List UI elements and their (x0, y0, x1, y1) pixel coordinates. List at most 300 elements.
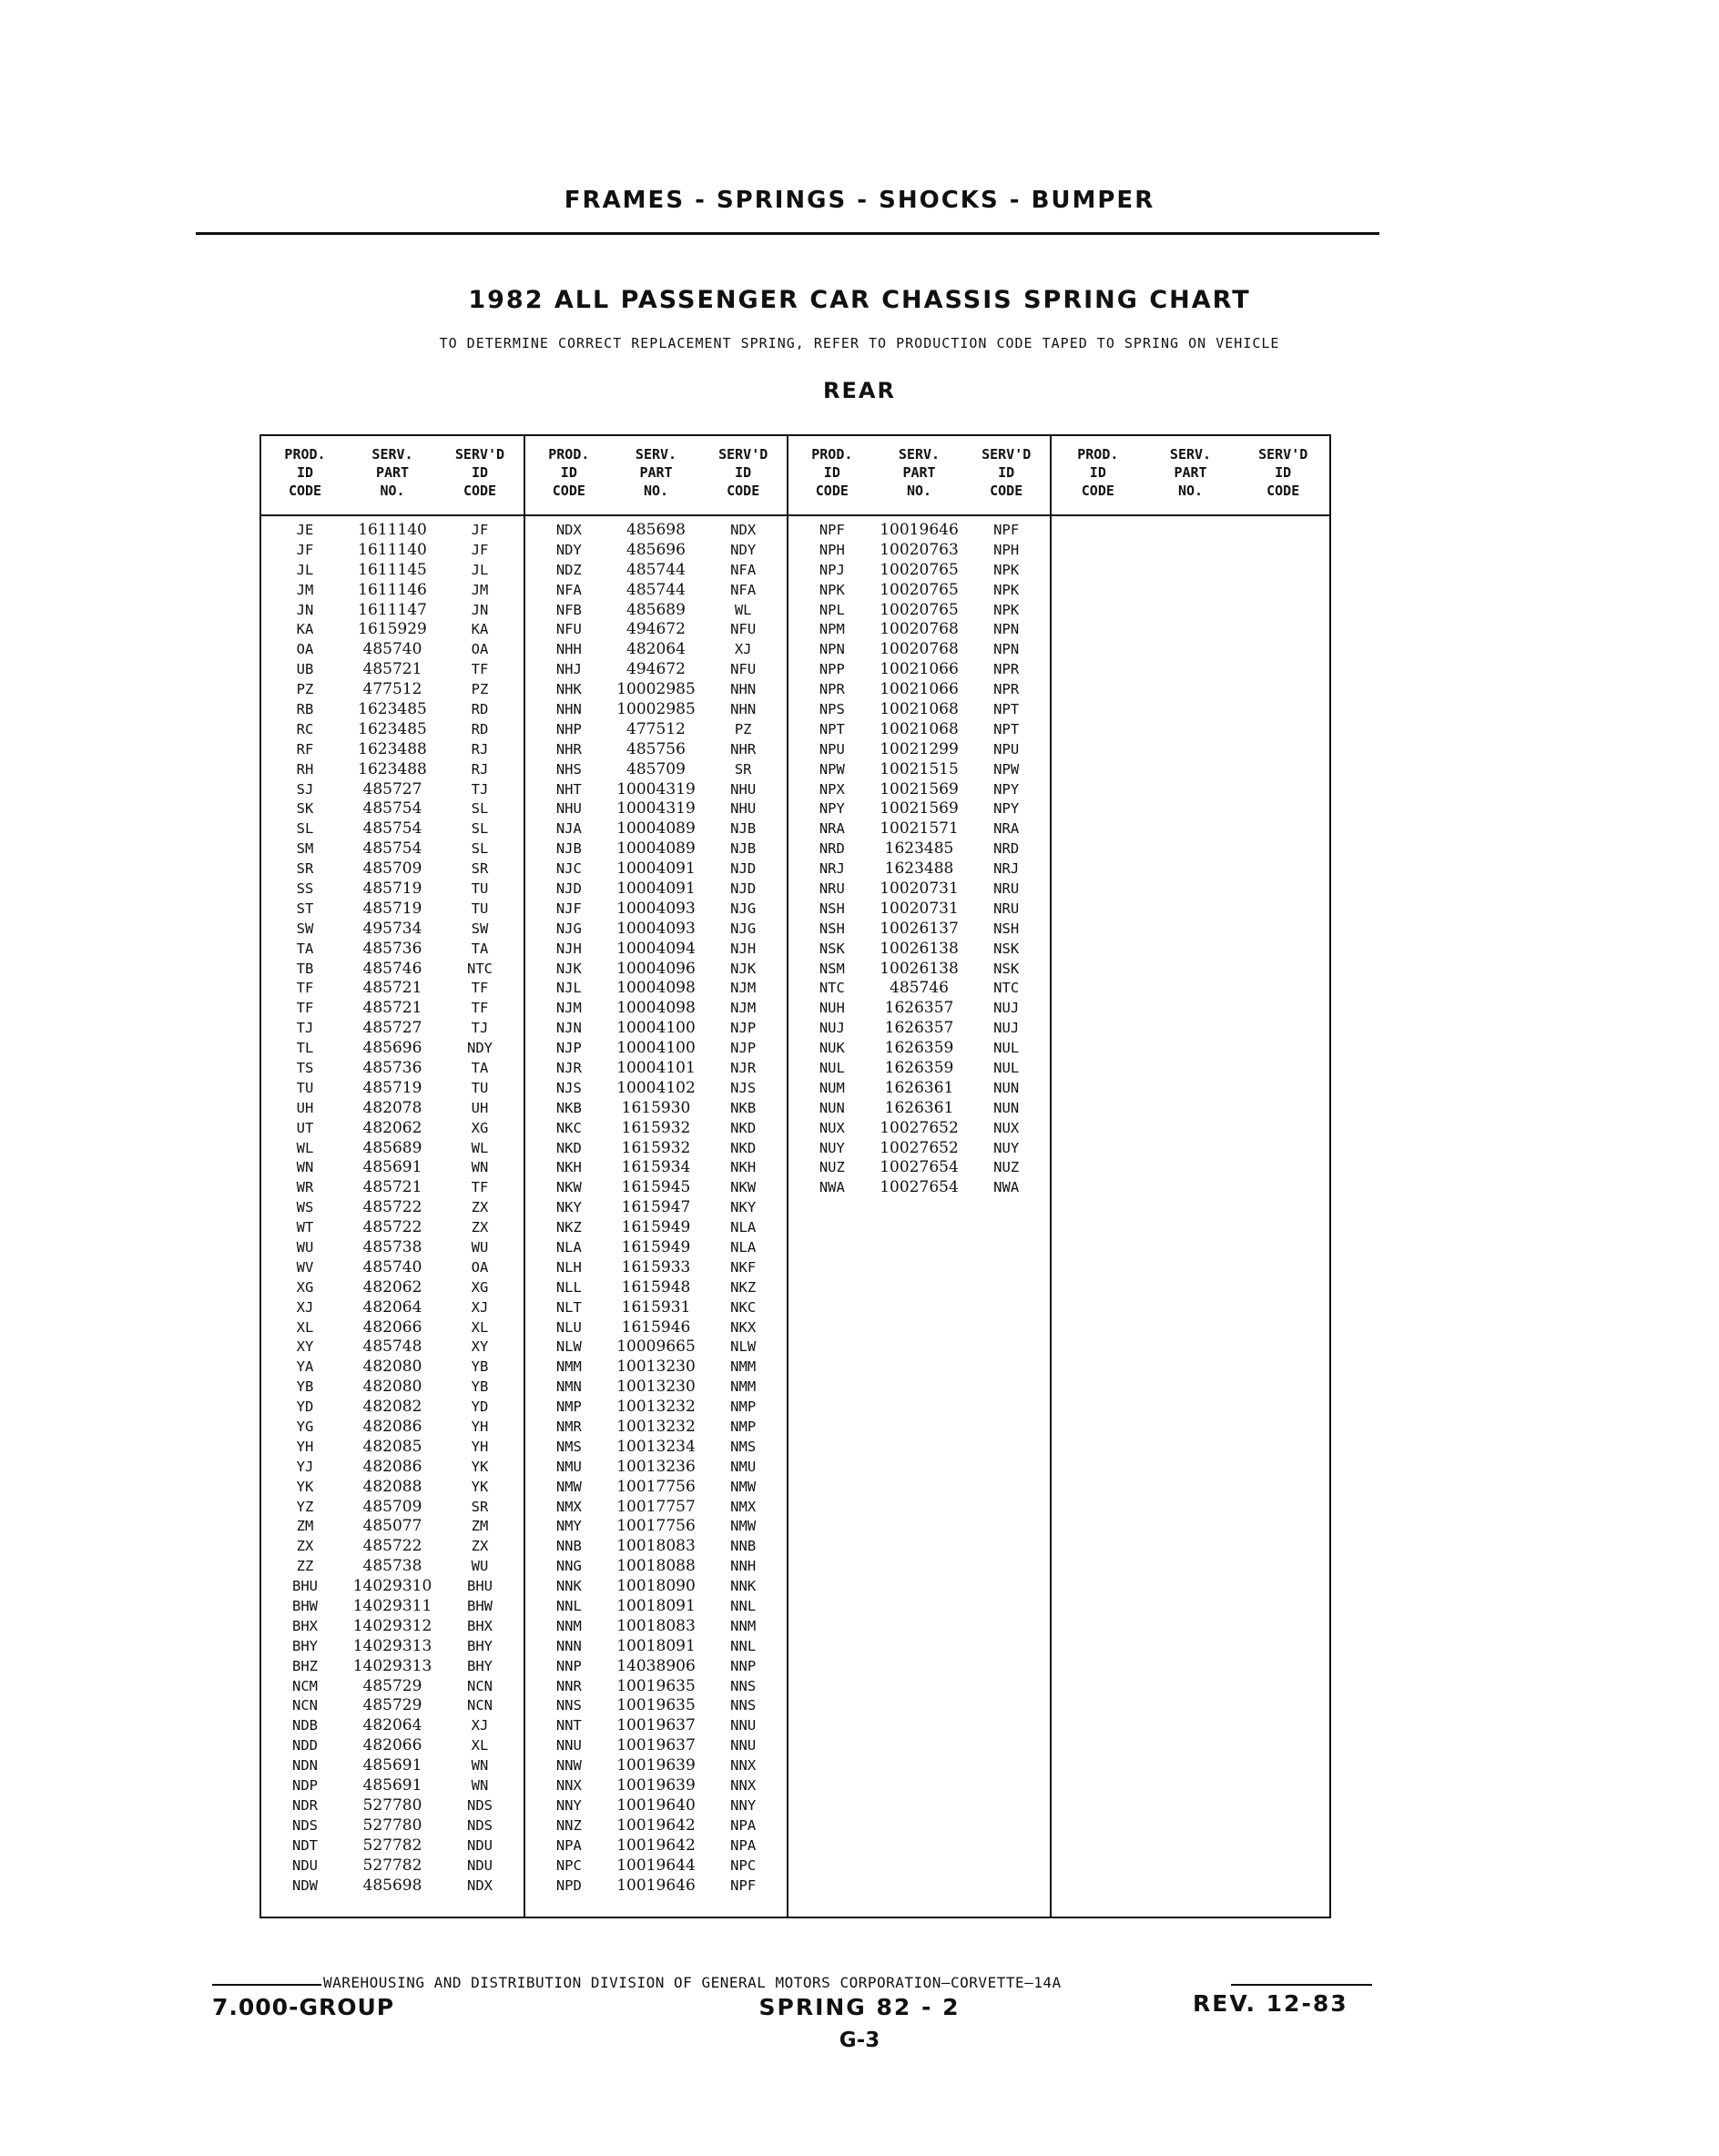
table-row (525, 1277, 787, 1297)
table-column-2 (524, 436, 787, 1917)
table-row (525, 1715, 787, 1735)
prod-id-code-cell: NSH (819, 900, 845, 917)
table-row (261, 1755, 524, 1775)
servd-id-code-cell: NNX (730, 1777, 757, 1795)
serv-part-no-cell: 527780 (362, 1795, 422, 1815)
serv-part-no-cell: 1611145 (358, 560, 427, 579)
servd-id-code-cell: NKB (730, 1099, 757, 1116)
servd-id-code-cell: NDU (467, 1856, 493, 1874)
servd-id-code-cell: SW (471, 920, 489, 937)
serv-part-no-cell: 1615930 (621, 1098, 691, 1117)
serv-part-no-cell: 485077 (362, 1517, 422, 1536)
prod-id-code-cell: NHT (555, 780, 582, 798)
servd-id-code-cell: NJB (730, 820, 757, 838)
prod-id-code-cell: NHN (555, 700, 582, 717)
prod-id-code-cell: YB (296, 1378, 314, 1396)
table-row (525, 1177, 787, 1197)
prod-id-code-cell: NUZ (819, 1159, 845, 1176)
table-row (261, 1337, 524, 1358)
servd-id-code-cell: NHN (730, 681, 757, 698)
table-row (261, 1596, 524, 1616)
servd-id-code-cell: NCN (467, 1697, 493, 1714)
prod-id-code-cell: NHH (555, 641, 582, 658)
table-row (261, 1177, 524, 1197)
table-row (261, 659, 524, 679)
servd-id-code-cell: UH (471, 1099, 489, 1116)
serv-part-no-cell: 1615947 (621, 1198, 691, 1217)
table-row (788, 1118, 1050, 1138)
servd-id-code-cell: NMU (730, 1458, 757, 1475)
table-row (261, 899, 524, 919)
table-row (788, 699, 1050, 719)
prod-id-code-cell: NMM (555, 1358, 582, 1376)
table-row (525, 819, 787, 839)
prod-id-code-cell: YJ (296, 1458, 314, 1475)
servd-id-code-cell: NPY (993, 800, 1020, 818)
column-rows (1052, 516, 1329, 520)
header-rule (196, 232, 1379, 235)
table-row (525, 1517, 787, 1537)
table-row (788, 719, 1050, 739)
table-row (261, 1317, 524, 1337)
table-row (788, 998, 1050, 1018)
serv-part-no-cell: 1615949 (621, 1238, 691, 1256)
servd-id-code-cell: NNL (730, 1598, 757, 1615)
table-row (788, 1018, 1050, 1038)
servd-id-code-cell: NUL (993, 1059, 1020, 1076)
prod-id-code-cell: WU (296, 1239, 314, 1256)
prod-id-code-cell: BHZ (292, 1657, 318, 1674)
serv-part-no-cell: 485719 (362, 1078, 422, 1097)
servd-id-code-cell: ZX (471, 1538, 489, 1555)
serv-part-no-cell: 1611146 (358, 580, 427, 599)
servd-id-code-cell: PZ (471, 681, 489, 698)
serv-part-no-cell: 10026137 (880, 919, 959, 938)
servd-id-code-cell: NFA (730, 581, 757, 598)
servd-id-code-cell: WL (471, 1139, 489, 1156)
servd-id-code-cell: SL (471, 840, 489, 858)
table-row (261, 1876, 524, 1896)
table-row (261, 520, 524, 540)
servd-id-code-cell: TJ (471, 1020, 489, 1037)
prod-id-code-cell: TF (296, 980, 314, 997)
servd-id-code-cell: YB (471, 1358, 489, 1376)
serv-part-no-cell: 1615932 (621, 1138, 691, 1157)
serv-part-no-cell: 485736 (362, 1058, 422, 1077)
table-row (788, 779, 1050, 799)
prod-id-code-cell: TA (296, 940, 314, 957)
serv-part-no-cell: 14029313 (352, 1636, 432, 1655)
prod-id-code-cell: NDD (292, 1737, 318, 1754)
serv-part-no-cell: 10027652 (880, 1138, 959, 1157)
servd-id-code-cell: YK (471, 1478, 489, 1495)
servd-id-code-cell: NDX (730, 521, 757, 538)
serv-part-no-cell: 482062 (362, 1277, 422, 1297)
table-row (525, 1596, 787, 1616)
prod-id-code-cell: WT (296, 1219, 314, 1236)
serv-part-no-cell: 10019637 (616, 1716, 696, 1735)
table-row (788, 1078, 1050, 1098)
serv-part-no-cell: 485744 (626, 580, 686, 599)
prod-id-code-cell: JM (296, 581, 314, 598)
servd-id-code-cell: NPN (993, 621, 1020, 638)
prod-id-code-cell: NFA (555, 581, 582, 598)
serv-part-no-cell: 1615934 (621, 1158, 691, 1177)
prod-id-code-cell: NJA (555, 820, 582, 838)
prod-id-code-cell: BHY (292, 1637, 318, 1654)
serv-part-no-cell: 1615932 (621, 1118, 691, 1137)
prod-id-code-cell: NKH (555, 1159, 582, 1176)
prod-id-code-cell: NDB (292, 1717, 318, 1734)
serv-part-no-cell: 10019646 (880, 520, 959, 539)
prod-id-code-cell: WV (296, 1258, 314, 1276)
serv-part-no-cell: 485740 (362, 640, 422, 659)
servd-id-code-cell: NPU (993, 740, 1020, 758)
serv-part-no-cell: 1615933 (621, 1257, 691, 1276)
serv-part-no-cell: 485754 (362, 839, 422, 859)
prod-id-code-cell: NJP (555, 1040, 582, 1057)
prod-id-code-cell: TL (296, 1040, 314, 1057)
prod-id-code-cell: NDT (292, 1836, 318, 1854)
table-row (525, 839, 787, 859)
servd-id-code-cell: TA (471, 1059, 489, 1076)
servd-id-code-cell: TF (471, 1000, 489, 1017)
table-row (525, 939, 787, 959)
table-row (525, 1397, 787, 1417)
serv-part-no-cell: 494672 (626, 660, 686, 679)
table-row (525, 1217, 787, 1237)
table-row (261, 759, 524, 779)
servd-id-code-cell: OA (471, 1258, 489, 1276)
servd-id-code-cell: ZX (471, 1219, 489, 1236)
table-row (261, 1277, 524, 1297)
prod-id-code-cell: SM (296, 840, 314, 858)
serv-part-no-cell: 14029313 (352, 1656, 432, 1675)
prod-id-code-cell: WR (296, 1179, 314, 1196)
table-column-3 (787, 436, 1050, 1917)
serv-part-no-cell: 485696 (626, 540, 686, 559)
serv-part-no-cell: 477512 (626, 719, 686, 738)
prod-id-code-cell: NMP (555, 1398, 582, 1416)
prod-id-code-cell: NSK (819, 940, 845, 957)
prod-id-code-cell: NMS (555, 1438, 582, 1455)
servd-id-code-cell: NMS (730, 1438, 757, 1455)
table-row (261, 1696, 524, 1716)
serv-part-no-cell: 482066 (362, 1317, 422, 1337)
serv-part-no-cell: 485689 (362, 1138, 422, 1157)
table-row (525, 1058, 787, 1078)
servd-id-code-cell: NSK (993, 960, 1020, 977)
prod-id-code-cell: NCN (292, 1697, 318, 1714)
table-row (525, 1616, 787, 1636)
serv-part-no-cell: 10021299 (880, 739, 959, 758)
serv-part-no-cell: 14029310 (352, 1577, 432, 1596)
table-row (525, 899, 787, 919)
serv-part-no-cell: 10013236 (616, 1457, 696, 1476)
serv-part-no-cell: 1615946 (621, 1317, 691, 1337)
prod-id-code-cell: BHX (292, 1617, 318, 1634)
table-row (261, 639, 524, 659)
prod-id-code-cell: TS (296, 1059, 314, 1076)
table-row (788, 1138, 1050, 1158)
prod-id-code-cell: TJ (296, 1020, 314, 1037)
table-row (788, 619, 1050, 639)
prod-id-code-cell: NHR (555, 740, 582, 758)
servd-id-code-cell: NHR (730, 740, 757, 758)
serv-part-no-cell: 485729 (362, 1676, 422, 1695)
prod-id-code-cell: JE (296, 521, 314, 538)
prod-id-code-cell: WS (296, 1199, 314, 1216)
table-row (525, 1038, 787, 1058)
table-row (261, 1018, 524, 1038)
serv-part-no-cell: 482082 (362, 1398, 422, 1417)
table-row (525, 1636, 787, 1656)
table-row (788, 819, 1050, 839)
serv-part-no-cell: 10020731 (880, 879, 959, 898)
prod-id-code-cell: ZX (296, 1538, 314, 1555)
serv-part-no-cell: 10004319 (616, 799, 696, 819)
servd-id-code-cell: NHU (730, 800, 757, 818)
table-row (788, 759, 1050, 779)
prod-id-code-cell: NHU (555, 800, 582, 818)
serv-part-no-cell: 1623485 (358, 719, 427, 738)
table-row (525, 998, 787, 1018)
table-row (261, 1795, 524, 1815)
table-row (788, 859, 1050, 879)
serv-part-no-cell: 1623485 (884, 839, 954, 859)
servd-id-code-cell: NLA (730, 1239, 757, 1256)
serv-part-no-cell: 1626359 (884, 1039, 954, 1058)
servd-id-code-cell: NDU (467, 1836, 493, 1854)
prod-id-code-cell: NPH (819, 541, 845, 558)
servd-id-code-cell: BHU (467, 1578, 493, 1595)
prod-id-code-cell: NDS (292, 1816, 318, 1834)
table-row (261, 1197, 524, 1217)
prod-id-code-cell: NJC (555, 860, 582, 878)
prod-id-code-cell: NLW (555, 1338, 582, 1356)
serv-part-no-cell: 10004096 (616, 959, 696, 978)
table-row (261, 540, 524, 560)
serv-part-no-cell: 527782 (362, 1856, 422, 1875)
table-row (788, 798, 1050, 819)
serv-part-no-cell: 10020765 (880, 580, 959, 599)
serv-part-no-cell: 485721 (362, 979, 422, 998)
serv-part-no-cell: 1615931 (621, 1297, 691, 1317)
table-row (261, 978, 524, 998)
servd-id-code-cell: NTC (467, 960, 493, 977)
table-row (261, 1517, 524, 1537)
table-row (525, 1536, 787, 1556)
servd-id-code-cell: NKH (730, 1159, 757, 1176)
table-row (788, 639, 1050, 659)
table-row (261, 939, 524, 959)
header-serv-part-no: SERV. PART NO. (371, 446, 413, 499)
serv-part-no-cell: 1615929 (358, 620, 427, 639)
prod-id-code-cell: NLL (555, 1278, 582, 1296)
servd-id-code-cell: NJP (730, 1020, 757, 1037)
serv-part-no-cell: 527780 (362, 1815, 422, 1835)
footer-rule-left (212, 1984, 321, 1986)
serv-part-no-cell: 10020763 (880, 540, 959, 559)
serv-part-no-cell: 485722 (362, 1198, 422, 1217)
servd-id-code-cell: NPH (993, 541, 1020, 558)
serv-part-no-cell: 10019644 (616, 1856, 696, 1875)
table-row (525, 619, 787, 639)
table-row (261, 600, 524, 620)
serv-part-no-cell: 485722 (362, 1537, 422, 1556)
serv-part-no-cell: 485754 (362, 819, 422, 839)
serv-part-no-cell: 10004100 (616, 1019, 696, 1038)
prod-id-code-cell: NNT (555, 1717, 582, 1734)
table-row (788, 1038, 1050, 1058)
prod-id-code-cell: NDZ (555, 561, 582, 578)
serv-part-no-cell: 482085 (362, 1437, 422, 1456)
serv-part-no-cell: 485709 (362, 1497, 422, 1516)
servd-id-code-cell: TF (471, 980, 489, 997)
servd-id-code-cell: RJ (471, 760, 489, 778)
servd-id-code-cell: NFU (730, 661, 757, 678)
serv-part-no-cell: 1611147 (358, 600, 427, 619)
serv-part-no-cell: 485746 (890, 979, 949, 998)
serv-part-no-cell: 485727 (362, 1019, 422, 1038)
table-row (788, 1158, 1050, 1178)
servd-id-code-cell: XG (471, 1119, 489, 1136)
header-servd-id-code: SERV'D ID CODE (454, 446, 505, 499)
prod-id-code-cell: TU (296, 1079, 314, 1096)
table-row (261, 1437, 524, 1457)
servd-id-code-cell: NKD (730, 1119, 757, 1136)
serv-part-no-cell: 10027654 (880, 1158, 959, 1177)
servd-id-code-cell: NUL (993, 1040, 1020, 1057)
prod-id-code-cell: NUJ (819, 1020, 845, 1037)
prod-id-code-cell: NDN (292, 1757, 318, 1775)
serv-part-no-cell: 10018091 (616, 1597, 696, 1616)
serv-part-no-cell: 482088 (362, 1477, 422, 1496)
servd-id-code-cell: RJ (471, 740, 489, 758)
column-header (788, 436, 1050, 516)
prod-id-code-cell: NLH (555, 1258, 582, 1276)
servd-id-code-cell: RD (471, 720, 489, 737)
serv-part-no-cell: 10004100 (616, 1039, 696, 1058)
servd-id-code-cell: JN (471, 601, 489, 618)
table-row (261, 699, 524, 719)
table-row (788, 939, 1050, 959)
table-row (525, 1317, 787, 1337)
table-row (261, 619, 524, 639)
prod-id-code-cell: RB (296, 700, 314, 717)
servd-id-code-cell: NPK (993, 561, 1020, 578)
servd-id-code-cell: SL (471, 800, 489, 818)
prod-id-code-cell: NKC (555, 1119, 582, 1136)
prod-id-code-cell: NJL (555, 980, 582, 997)
servd-id-code-cell: BHY (467, 1657, 493, 1674)
table-row (525, 1078, 787, 1098)
table-row (261, 819, 524, 839)
prod-id-code-cell: NPR (819, 681, 845, 698)
prod-id-code-cell: NJM (555, 1000, 582, 1017)
servd-id-code-cell: NMW (730, 1518, 757, 1535)
table-row (525, 919, 787, 939)
servd-id-code-cell: TU (471, 880, 489, 897)
table-row (525, 1755, 787, 1775)
table-row (261, 1536, 524, 1556)
prod-id-code-cell: RH (296, 760, 314, 778)
servd-id-code-cell: NJP (730, 1040, 757, 1057)
serv-part-no-cell: 10018090 (616, 1577, 696, 1596)
servd-id-code-cell: NKY (730, 1199, 757, 1216)
servd-id-code-cell: NFU (730, 621, 757, 638)
serv-part-no-cell: 482066 (362, 1736, 422, 1755)
table-row (788, 899, 1050, 919)
column-header (261, 436, 524, 516)
serv-part-no-cell: 10026138 (880, 959, 959, 978)
serv-part-no-cell: 485698 (362, 1876, 422, 1895)
prod-id-code-cell: NMY (555, 1518, 582, 1535)
servd-id-code-cell: NPN (993, 641, 1020, 658)
header-prod-id-code: PROD. ID CODE (548, 446, 590, 499)
header-servd-id-code: SERV'D ID CODE (982, 446, 1032, 499)
table-row (261, 1078, 524, 1098)
table-row (788, 978, 1050, 998)
table-row (525, 1337, 787, 1358)
table-row (525, 1735, 787, 1755)
prod-id-code-cell: SR (296, 860, 314, 878)
header-serv-part-no: SERV. PART NO. (635, 446, 677, 499)
servd-id-code-cell: NKZ (730, 1278, 757, 1296)
servd-id-code-cell: NDS (467, 1796, 493, 1814)
table-row (525, 1775, 787, 1795)
table-row (261, 859, 524, 879)
serv-part-no-cell: 485727 (362, 779, 422, 798)
serv-part-no-cell: 10004101 (616, 1058, 696, 1077)
header-servd-id-code: SERV'D ID CODE (1258, 446, 1308, 499)
servd-id-code-cell: SR (734, 760, 752, 778)
servd-id-code-cell: NUZ (993, 1159, 1020, 1176)
table-row (261, 798, 524, 819)
table-row (261, 1118, 524, 1138)
serv-part-no-cell: 10013232 (616, 1418, 696, 1437)
servd-id-code-cell: NMP (730, 1419, 757, 1436)
prod-id-code-cell: RC (296, 720, 314, 737)
prod-id-code-cell: ZZ (296, 1558, 314, 1575)
servd-id-code-cell: BHW (467, 1598, 493, 1615)
table-row (788, 520, 1050, 540)
serv-part-no-cell: 10004089 (616, 819, 696, 839)
table-row (261, 1138, 524, 1158)
servd-id-code-cell: NJD (730, 860, 757, 878)
serv-part-no-cell: 1626361 (884, 1098, 954, 1117)
prod-id-code-cell: NLT (555, 1298, 582, 1316)
table-row (788, 540, 1050, 560)
page-header-title: FRAMES - SPRINGS - SHOCKS - BUMPER (564, 187, 1155, 214)
table-row (261, 1257, 524, 1277)
servd-id-code-cell: TF (471, 661, 489, 678)
servd-id-code-cell: NPA (730, 1816, 757, 1834)
serv-part-no-cell: 1615949 (621, 1218, 691, 1237)
prod-id-code-cell: NTC (819, 980, 845, 997)
table-row (261, 1237, 524, 1257)
prod-id-code-cell: NJG (555, 920, 582, 937)
footer-spring-label: SPRING 82 - 2 (758, 1994, 961, 2020)
serv-part-no-cell: 10017757 (616, 1497, 696, 1516)
serv-part-no-cell: 10013234 (616, 1437, 696, 1456)
table-row (788, 580, 1050, 600)
table-row (261, 1477, 524, 1497)
prod-id-code-cell: KA (296, 621, 314, 638)
prod-id-code-cell: NFU (555, 621, 582, 638)
servd-id-code-cell: WN (471, 1777, 489, 1795)
prod-id-code-cell: NJK (555, 960, 582, 977)
